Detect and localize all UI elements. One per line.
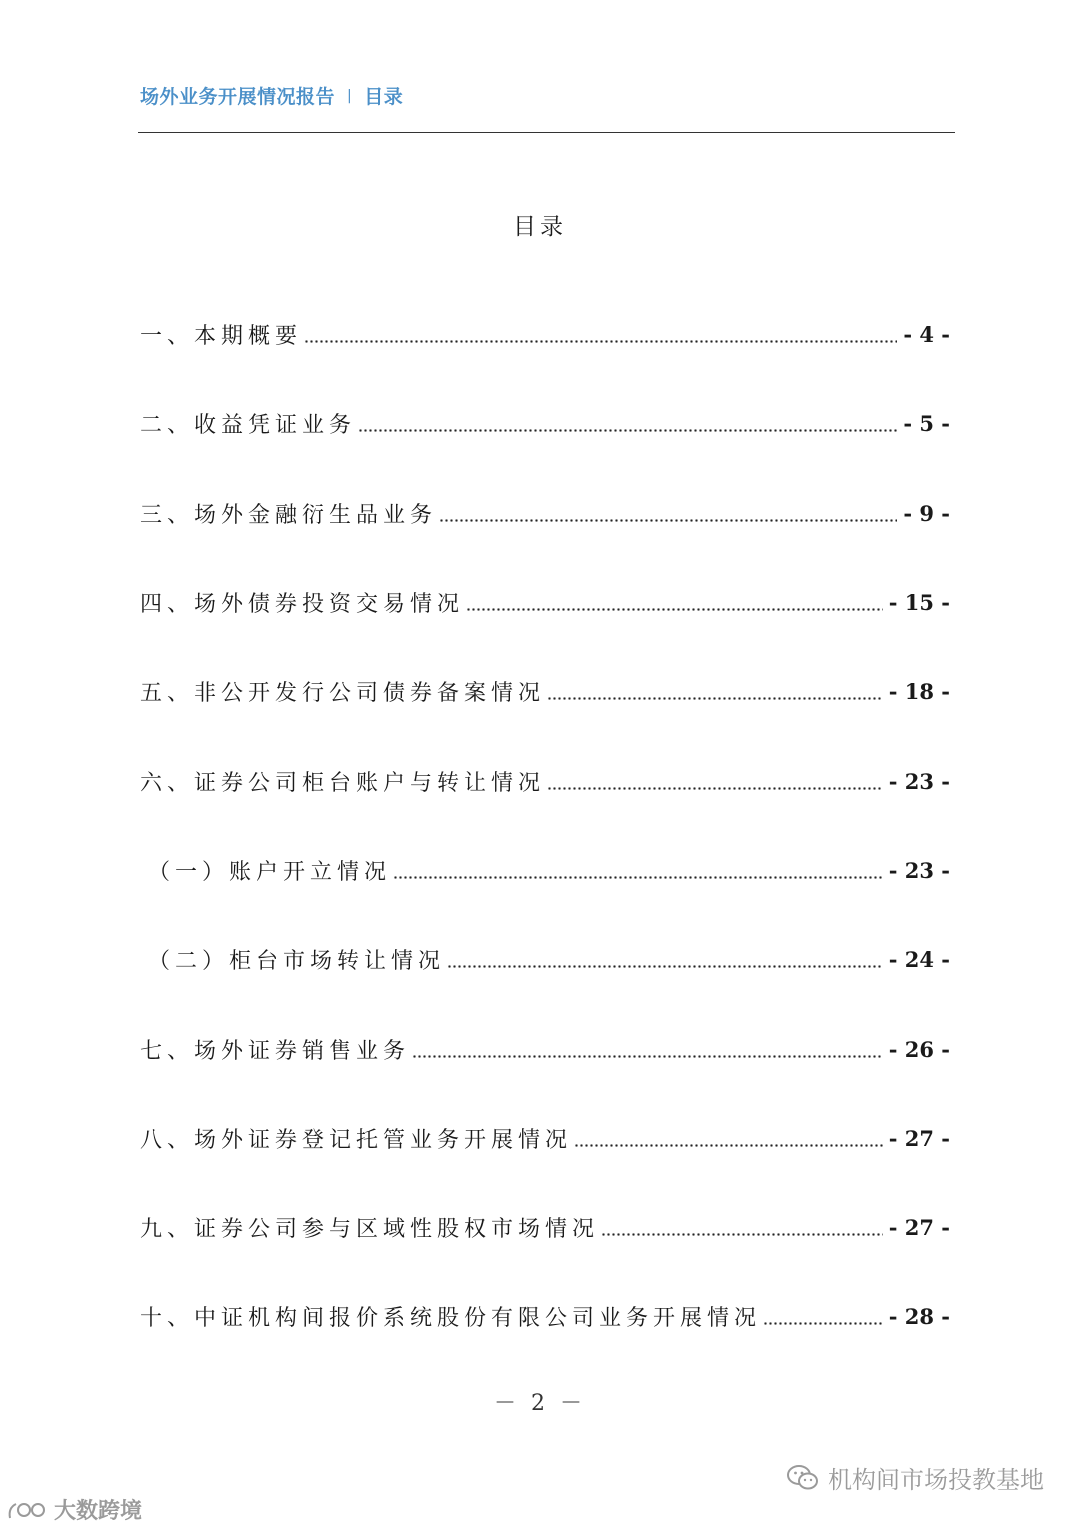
toc-entry-8[interactable] [140,1094,950,1183]
toc-subentry-6-2[interactable] [140,915,950,1004]
toc-entry-page: - 23 - [888,857,950,883]
dot-leader [393,876,883,879]
watermark-brand-name: 大数跨境 [54,1499,143,1524]
toc-entry-label: 七、场外证券销售业务 [140,1038,411,1064]
toc-entry-10[interactable] [140,1272,950,1361]
report-title: 场外业务开展情况报告 [140,86,336,108]
toc-entry-label: 九、证券公司参与区域性股权市场情况 [140,1217,600,1243]
dot-leader [358,429,897,432]
toc-entry-page: - 27 - [888,1215,950,1241]
dot-leader [439,519,897,522]
toc-title: 目录 [513,214,567,240]
watermark-wechat [786,1460,1044,1495]
toc-entry-7[interactable] [140,1004,950,1093]
header-separator: | [347,87,353,104]
toc-entry-2[interactable] [140,379,950,468]
toc-entry-page: - 26 - [888,1036,950,1062]
dot-leader [763,1322,883,1325]
dot-leader [447,965,883,968]
running-header [140,82,403,109]
dot-leader [304,340,897,343]
toc-entry-6[interactable] [140,736,950,825]
toc-entry-page: - 9 - [903,500,950,526]
toc-entry-label: 四、场外债券投资交易情况 [140,592,465,618]
wechat-icon [786,1464,820,1492]
toc-entry-page: - 4 - [903,322,950,348]
toc-subentry-6-1[interactable] [140,826,950,915]
toc-entry-page: - 24 - [888,947,950,973]
toc-entry-page: - 28 - [888,1304,950,1330]
toc-entry-page: - 23 - [888,768,950,794]
dot-leader [601,1233,883,1236]
toc-entry-page: - 18 - [888,679,950,705]
dot-leader [412,1055,883,1058]
toc-entry-label: （一）账户开立情况 [148,859,392,885]
toc-entry-page: - 27 - [888,1125,950,1151]
toc-entry-label: 三、场外金融衍生品业务 [140,502,438,528]
table-of-contents [140,290,950,1362]
brand-logo-icon [6,1498,50,1522]
toc-entry-3[interactable] [140,469,950,558]
toc-entry-label: 一、本期概要 [140,324,303,350]
toc-entry-page: - 5 - [903,411,950,437]
header-rule [138,132,955,133]
toc-entry-label: 六、证券公司柜台账户与转让情况 [140,770,546,796]
toc-entry-9[interactable] [140,1183,950,1272]
watermark-account-name: 机构间市场投教基地 [828,1466,1044,1494]
toc-entry-label: 五、非公开发行公司债券备案情况 [140,681,546,707]
toc-entry-label: 二、收益凭证业务 [140,413,357,439]
toc-entry-page: - 15 - [888,590,950,616]
toc-entry-label: 八、场外证券登记托管业务开展情况 [140,1127,573,1153]
section-name: 目录 [364,86,404,108]
toc-entry-label: 十、中证机构间报价系统股份有限公司业务开展情况 [140,1306,762,1332]
dot-leader [466,608,883,611]
watermark-brand [6,1494,142,1525]
page-number: － 2 － [494,1391,586,1416]
toc-entry-5[interactable] [140,647,950,736]
toc-entry-4[interactable] [140,558,950,647]
dot-leader [574,1144,883,1147]
toc-entry-1[interactable] [140,290,950,379]
dot-leader [547,787,883,790]
dot-leader [547,697,883,700]
toc-entry-label: （二）柜台市场转让情况 [148,949,446,975]
